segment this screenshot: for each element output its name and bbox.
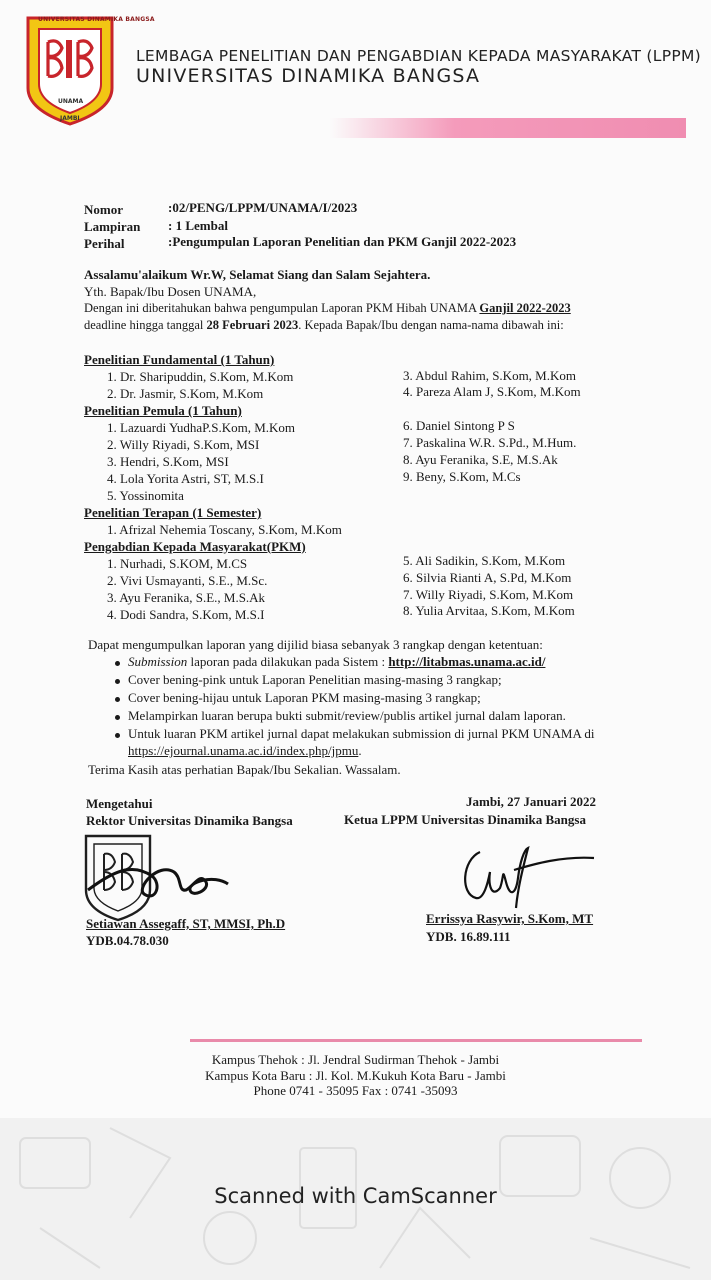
sign-left-name: Setiawan Assegaff, ST, MMSI, Ph.D: [86, 916, 286, 931]
sign-right-id: YDB. 16.89.111: [426, 929, 511, 944]
greeting: Assalamu'alaikum Wr.W, Selamat Siang dan Salam Sejahtera.: [84, 267, 431, 282]
camscanner-watermark-text: Scanned with CamScanner: [214, 1184, 497, 1208]
intro-line-2: [84, 318, 564, 333]
ejournal-link[interactable]: https://ejournal.unama.ac.id/index.php/jpmu: [128, 743, 359, 758]
logo-center-text: UNAMA: [58, 98, 84, 105]
list-item: 1. Afrizal Nehemia Toscany, S.Kom, M.Kom: [107, 522, 342, 537]
list-item: 9. Beny, S.Kom, M.Cs: [403, 469, 521, 484]
list-item: 8. Yulia Arvitaa, S.Kom, M.Kom: [403, 603, 575, 618]
footer-line-2: Kampus Kota Baru : Jl. Kol. M.Kukuh Kota Baru - Jambi: [205, 1068, 506, 1083]
closing-text: Terima Kasih atas perhatian Bapak/Ibu Sekalian. Wassalam.: [88, 762, 401, 777]
list-item: 3. Ayu Feranika, S.E., M.S.Ak: [107, 590, 266, 605]
footer-line-3: Phone 0741 - 35095 Fax : 0741 -35093: [253, 1083, 458, 1098]
section-title-terapan: Penelitian Terapan (1 Semester): [84, 505, 262, 520]
deadline-date: 28 Februari 2023: [206, 318, 299, 332]
university-name: UNIVERSITAS DINAMIKA BANGSA: [136, 65, 481, 87]
instruction-item: Cover bening-pink untuk Laporan Penelitian masing-masing 3 rangkap;: [128, 672, 502, 687]
intro-line-2-text: deadline hingga tanggal: [84, 318, 207, 332]
lampiran-label: Lampiran: [84, 219, 141, 234]
instruction-item: Melampirkan luaran berupa bukti submit/review/publis artikel jurnal dalam laporan.: [128, 708, 566, 723]
list-item: 1. Nurhadi, S.KOM, M.CS: [107, 556, 248, 571]
list-item: 7. Paskalina W.R. S.Pd., M.Hum.: [403, 435, 577, 450]
perihal-value: :Pengumpulan Laporan Penelitian dan PKM Ganjil 2022-2023: [168, 234, 517, 249]
intro-line-1-text: Dengan ini diberitahukan bahwa pengumpulan Laporan PKM Hibah UNAMA: [84, 301, 480, 315]
litabmas-link[interactable]: http://litabmas.unama.ac.id/: [388, 654, 546, 669]
intro-line-2-end: . Kepada Bapak/Ibu dengan nama-nama dibawah ini:: [298, 318, 564, 332]
list-item: 3. Abdul Rahim, S.Kom, M.Kom: [403, 368, 576, 383]
sign-left-title: Rektor Universitas Dinamika Bangsa: [86, 813, 293, 828]
rector-stamp-signature: [82, 832, 232, 928]
list-item: 4. Dodi Sandra, S.Kom, M.S.I: [107, 607, 265, 622]
list-item: 5. Yossinomita: [107, 488, 184, 503]
list-item: 1. Dr. Sharipuddin, S.Kom, M.Kom: [107, 369, 294, 384]
instruction-item: Cover bening-hijau untuk Laporan PKM masing-masing 3 rangkap;: [128, 690, 481, 705]
list-item: 2. Vivi Usmayanti, S.E., M.Sc.: [107, 573, 268, 588]
institute-name: LEMBAGA PENELITIAN DAN PENGABDIAN KEPADA MASYARAKAT (LPPM): [136, 47, 702, 65]
perihal-label: Perihal: [84, 236, 125, 251]
list-item: 2. Willy Riyadi, S.Kom, MSI: [107, 437, 260, 452]
intro-semester: Ganjil 2022-2023: [479, 301, 571, 315]
bullet-icon: [115, 697, 120, 702]
footer-accent-line: [190, 1039, 642, 1042]
instruction-end: .: [358, 743, 362, 758]
sign-left-label: Mengetahui: [86, 796, 153, 811]
bullet-icon: [115, 661, 120, 666]
list-item: 2. Dr. Jasmir, S.Kom, M.Kom: [107, 386, 264, 401]
logo-bottom-text: JAMBI: [60, 115, 80, 122]
bullet-icon: [115, 733, 120, 738]
instruction-item: [128, 654, 545, 670]
section-title-pkm: Pengabdian Kepada Masyarakat(PKM): [84, 539, 306, 554]
list-item: 7. Willy Riyadi, S.Kom, M.Kom: [403, 587, 574, 602]
instruction-text: laporan pada dilakukan pada Sistem :: [187, 654, 389, 669]
section-title-pemula: Penelitian Pemula (1 Tahun): [84, 403, 242, 418]
sign-right-name: Errissya Rasywir, S.Kom, MT: [426, 911, 594, 926]
list-item: 3. Hendri, S.Kom, MSI: [107, 454, 229, 469]
intro-line-1: [84, 301, 571, 316]
lampiran-value: : 1 Lembal: [168, 218, 228, 233]
letter-date: Jambi, 27 Januari 2022: [466, 794, 597, 809]
list-item: 1. Lazuardi YudhaP.S.Kom, M.Kom: [107, 420, 296, 435]
lppm-signature: [458, 842, 598, 912]
list-item: 8. Ayu Feranika, S.E, M.S.Ak: [403, 452, 558, 467]
list-item: 4. Lola Yorita Astri, ST, M.S.I: [107, 471, 264, 486]
bullet-icon: [115, 679, 120, 684]
logo-ring-text: UNIVERSITAS DINAMIKA BANGSA: [38, 16, 155, 23]
submission-word: Submission: [128, 654, 188, 669]
nomor-value: :02/PENG/LPPM/UNAMA/I/2023: [168, 200, 358, 215]
list-item: 6. Daniel Sintong P S: [403, 418, 515, 433]
sign-left-id: YDB.04.78.030: [86, 933, 169, 948]
instructions-lead: Dapat mengumpulkan laporan yang dijilid biasa sebanyak 3 rangkap dengan ketentuan:: [88, 637, 543, 652]
university-logo: [24, 14, 116, 126]
footer-line-1: Kampus Thehok : Jl. Jendral Sudirman Thehok - Jambi: [211, 1052, 500, 1067]
header-accent-bar: [330, 118, 686, 138]
instruction-item-cont: [128, 743, 362, 759]
addressee: Yth. Bapak/Ibu Dosen UNAMA,: [84, 284, 257, 299]
section-title-fundamental: Penelitian Fundamental (1 Tahun): [84, 352, 275, 367]
list-item: 6. Silvia Rianti A, S.Pd, M.Kom: [403, 570, 572, 585]
bullet-icon: [115, 715, 120, 720]
list-item: 4. Pareza Alam J, S.Kom, M.Kom: [403, 384, 581, 399]
sign-right-title: Ketua LPPM Universitas Dinamika Bangsa: [344, 812, 586, 827]
instruction-item: Untuk luaran PKM artikel jurnal dapat melakukan submission di jurnal PKM UNAMA di: [128, 726, 595, 741]
list-item: 5. Ali Sadikin, S.Kom, M.Kom: [403, 553, 566, 568]
nomor-label: Nomor: [84, 202, 123, 217]
